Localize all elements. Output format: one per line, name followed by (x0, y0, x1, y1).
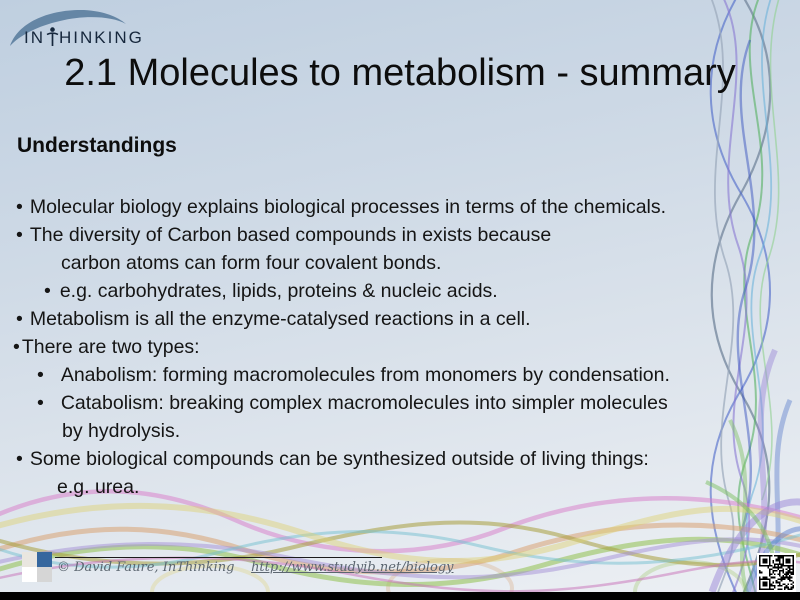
qr-code (757, 553, 796, 592)
bullet-text: The diversity of Carbon based compounds in exists because (29, 224, 552, 246)
bullet-line (0, 193, 790, 221)
bullet-marker: • (13, 336, 20, 358)
bullet-text: e.g. urea. (57, 476, 140, 498)
bullet-text: Metabolism is all the enzyme-catalysed reactions in a cell. (29, 308, 531, 330)
logo-text-prefix: IN (24, 28, 45, 47)
bullet-text: Catabolism: breaking complex macromolecules into simpler molecules (60, 392, 668, 414)
square-blue (37, 552, 52, 567)
bullet-marker: • (16, 196, 23, 218)
footer-url-link[interactable]: http://www.studyib.net/biology (251, 560, 454, 575)
footer-credit (57, 560, 454, 575)
square-beige (22, 552, 37, 567)
bullet-line (0, 389, 790, 417)
inthinking-logo (6, 4, 156, 54)
bullet-text: by hydrolysis. (62, 420, 181, 442)
bullet-line (0, 417, 790, 445)
bullet-list (0, 193, 790, 501)
bullet-line (0, 249, 790, 277)
window-squares-icon (22, 552, 52, 582)
bullet-line (0, 473, 790, 501)
person-icon (46, 27, 59, 47)
square-white (22, 567, 37, 582)
square-gray (37, 567, 52, 582)
bullet-text: Some biological compounds can be synthesized outside of living things: (29, 448, 649, 470)
bullet-marker: • (44, 280, 51, 302)
bullet-line (0, 361, 790, 389)
bullet-line (0, 305, 790, 333)
bullet-marker: • (37, 392, 44, 414)
bullet-line (0, 221, 790, 249)
copyright-text: © David Faure, InThinking (57, 560, 235, 575)
bullet-text: Molecular biology explains biological processes in terms of the chemicals. (29, 196, 667, 218)
bullet-marker: • (37, 364, 44, 386)
credit-spacer (239, 560, 247, 575)
section-heading: Understandings (17, 134, 177, 157)
qr-pattern (759, 555, 794, 590)
bullet-text: There are two types: (21, 336, 200, 358)
bullet-marker: • (16, 448, 23, 470)
bullet-line (0, 445, 790, 473)
bullet-text: carbon atoms can form four covalent bonds. (61, 252, 442, 274)
logo-text-suffix: HINKING (59, 28, 144, 47)
bullet-marker: • (16, 224, 23, 246)
logo-text (24, 27, 144, 48)
bullet-marker: • (16, 308, 23, 330)
bullet-text: e.g. carbohydrates, lipids, proteins & nucleic acids. (59, 280, 498, 302)
bullet-text: Anabolism: forming macromolecules from monomers by condensation. (60, 364, 670, 386)
footer-divider (55, 557, 382, 558)
bottom-black-bar (0, 592, 800, 600)
bullet-line (0, 277, 790, 305)
slide-title: 2.1 Molecules to metabolism - summary (64, 52, 736, 94)
bullet-line (0, 333, 790, 361)
